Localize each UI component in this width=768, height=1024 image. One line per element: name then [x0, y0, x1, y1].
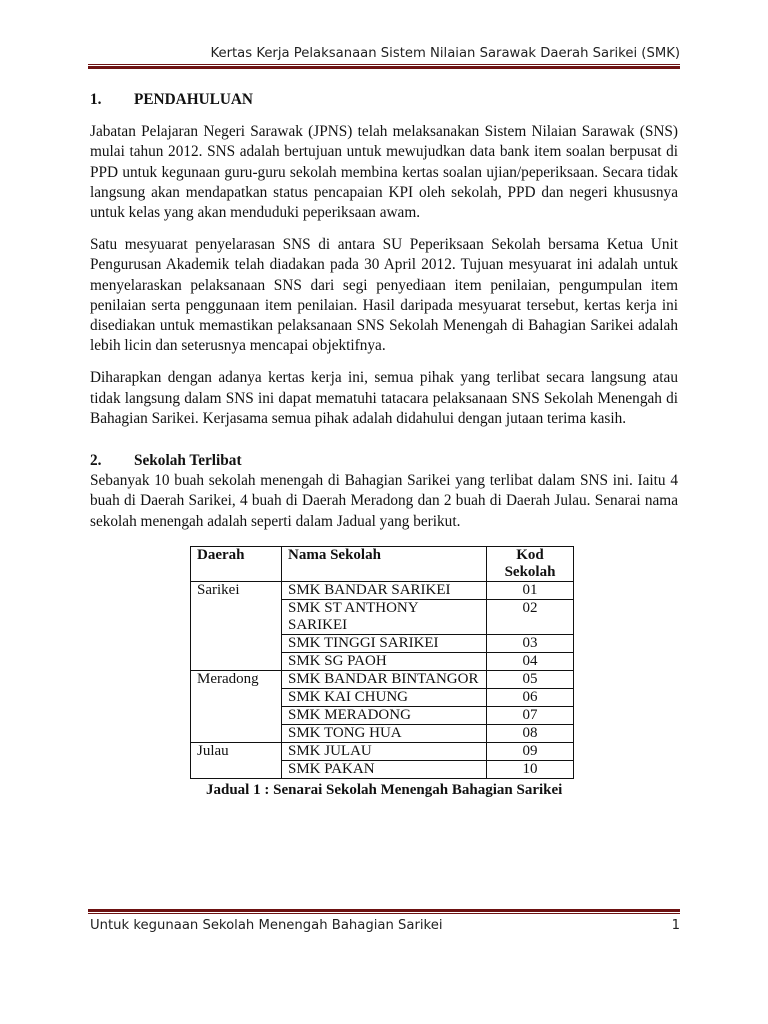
- section-2-number: 2.: [90, 452, 102, 470]
- footer-rule-thin: [88, 913, 680, 914]
- school-code-cell: 03: [487, 634, 574, 652]
- footer-rule-thick: [88, 909, 680, 912]
- table-row: [191, 670, 574, 688]
- school-name-cell: SMK MERADONG: [282, 706, 487, 724]
- school-code-cell: 06: [487, 688, 574, 706]
- table-header-row: [191, 546, 574, 581]
- section-1-paragraph-3: Diharapkan dengan adanya kertas kerja ini, semua pihak yang terlibat secara langsung atau tidak langsung dalam SNS ini dapat mematuhi tatacara pelaksanaan SNS Sekolah Menengah di Bahagian Sarikei. Kerjasama semua pihak adalah didahului dengan jutaan terima kasih.: [90, 369, 678, 427]
- header-rule-thick: [88, 66, 680, 69]
- header-nama-sekolah: Nama Sekolah: [282, 546, 487, 581]
- section-1-number: 1.: [90, 91, 102, 108]
- section-1-paragraph-1: Jabatan Pelajaran Negeri Sarawak (JPNS) telah melaksanakan Sistem Nilaian Sarawak (SNS) mulai tahun 2012. SNS adalah bertujuan untuk mewujudkan data bank item soalan berpusat di PPD untuk kegunaan guru-guru sekolah membina kertas soalan ujian/peperiksaan. Secara tidak langsung akan mendapatkan status pencapaian KPI oleh sekolah, PPD dan negeri khususnya untuk kelas yang akan menduduki peperiksaan awam.: [90, 123, 678, 222]
- school-code-cell: 07: [487, 706, 574, 724]
- section-1-title: PENDAHULUAN: [134, 91, 253, 108]
- school-name-cell: SMK KAI CHUNG: [282, 688, 487, 706]
- school-code-cell: 02: [487, 599, 574, 634]
- school-table: [190, 546, 574, 779]
- school-name-cell: SMK SG PAOH: [282, 652, 487, 670]
- table-row: [191, 581, 574, 599]
- daerah-cell: Julau: [191, 742, 282, 778]
- header-kod-sekolah: [487, 546, 574, 581]
- school-code-cell: 01: [487, 581, 574, 599]
- school-code-cell: 10: [487, 760, 574, 778]
- school-code-cell: 08: [487, 724, 574, 742]
- school-code-cell: 04: [487, 652, 574, 670]
- daerah-cell: Meradong: [191, 670, 282, 742]
- school-code-cell: 09: [487, 742, 574, 760]
- school-name-cell: SMK TINGGI SARIKEI: [282, 634, 487, 652]
- table-caption: Jadual 1 : Senarai Sekolah Menengah Bahagian Sarikei: [206, 781, 563, 798]
- document-body: [90, 90, 678, 800]
- header-daerah: Daerah: [191, 546, 282, 581]
- school-name-cell: SMK ST ANTHONY SARIKEI: [282, 599, 487, 634]
- header-kod-line2: Sekolah: [504, 563, 556, 580]
- header-rule-thin: [88, 64, 680, 65]
- school-name-cell: SMK TONG HUA: [282, 724, 487, 742]
- school-name-cell: SMK PAKAN: [282, 760, 487, 778]
- section-2-paragraph: Sebanyak 10 buah sekolah menengah di Bahagian Sarikei yang terlibat dalam SNS ini. Iaitu 4 buah di Daerah Sarikei, 4 buah di Daerah Meradong dan 2 buah di Daerah Julau. Senarai nama sekolah menengah adalah seperti dalam Jadual yang berikut.: [90, 472, 678, 530]
- header-kod-line1: Kod: [516, 546, 544, 563]
- section-1-heading: [90, 90, 678, 110]
- school-name-cell: SMK BANDAR SARIKEI: [282, 581, 487, 599]
- table-row: [191, 742, 574, 760]
- page-header: Kertas Kerja Pelaksanaan Sistem Nilaian Sarawak Daerah Sarikei (SMK): [210, 46, 680, 61]
- page-number: 1: [671, 918, 680, 933]
- school-name-cell: SMK JULAU: [282, 742, 487, 760]
- section-2-heading: [90, 451, 678, 471]
- school-code-cell: 05: [487, 670, 574, 688]
- footer-text: Untuk kegunaan Sekolah Menengah Bahagian Sarikei: [90, 918, 443, 933]
- school-name-cell: SMK BANDAR BINTANGOR: [282, 670, 487, 688]
- section-1-paragraph-2: Satu mesyuarat penyelarasan SNS di antara SU Peperiksaan Sekolah bersama Ketua Unit Pengurusan Akademik telah diadakan pada 30 April 2012. Tujuan mesyuarat ini adalah untuk menyelaraskan pelaksanaan SNS dari segi penyediaan item penilaian, pengumpulan item penilaian serta penggunaan item penilaian. Hasil daripada mesyuarat tersebut, kertas kerja ini disediakan untuk memastikan pelaksanaan SNS Sekolah Menengah di Bahagian Sarikei adalah lebih licin dan seterusnya mencapai objektifnya.: [90, 236, 678, 355]
- daerah-cell: Sarikei: [191, 581, 282, 670]
- section-2-title: Sekolah Terlibat: [134, 452, 242, 470]
